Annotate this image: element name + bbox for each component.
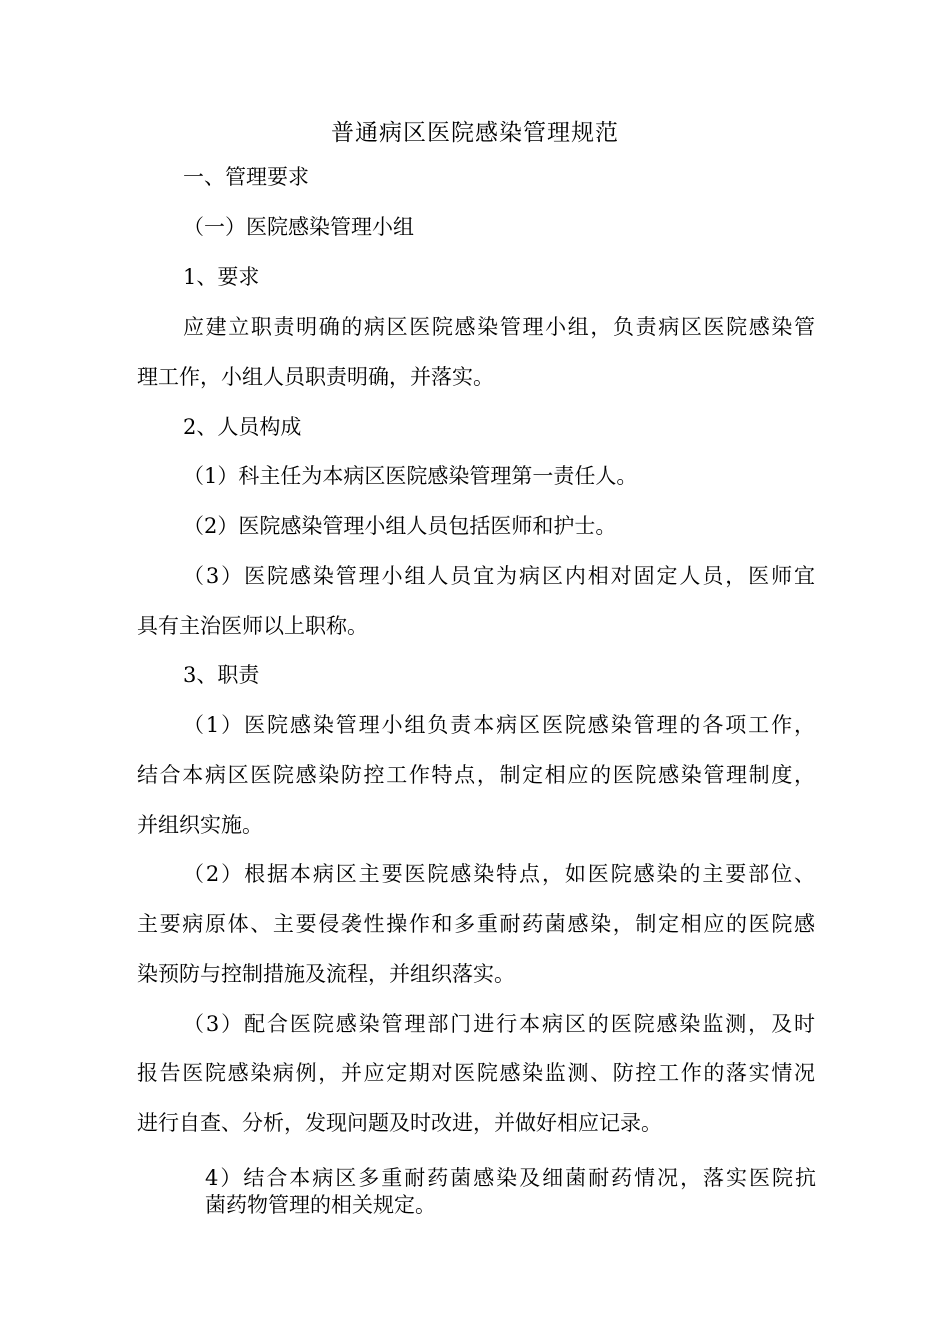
paragraph-line: 结合本病区医院感染防控工作特点，制定相应的医院感染管理制度， <box>137 763 815 787</box>
paragraph-line: （1）科主任为本病区医院感染管理第一责任人。 <box>183 464 638 488</box>
item-heading: 3、职责 <box>183 663 260 687</box>
paragraph-line: 染预防与控制措施及流程，并组织落实。 <box>137 962 515 986</box>
paragraph-line: 应建立职责明确的病区医院感染管理小组，负责病区医院感染管 <box>183 315 815 339</box>
paragraph-line: 并组织实施。 <box>137 813 263 837</box>
paragraph-line: 报告医院感染病例，并应定期对医院感染监测、防控工作的落实情况 <box>137 1061 815 1085</box>
item-heading: 2、人员构成 <box>183 415 302 439</box>
paragraph-line: （2）根据本病区主要医院感染特点，如医院感染的主要部位、 <box>183 862 815 886</box>
subsection-heading: （一）医院感染管理小组 <box>183 215 414 239</box>
document-title: 普通病区医院感染管理规范 <box>331 120 619 146</box>
paragraph-line: 具有主治医师以上职称。 <box>137 614 368 638</box>
item-heading: 1、要求 <box>183 265 260 289</box>
paragraph-line: 进行自查、分析，发现问题及时改进，并做好相应记录。 <box>137 1111 662 1135</box>
paragraph-line: 理工作，小组人员职责明确，并落实。 <box>137 365 494 389</box>
paragraph-line: （3）医院感染管理小组人员宜为病区内相对固定人员，医师宜 <box>183 564 815 588</box>
section-heading: 一、管理要求 <box>183 165 309 189</box>
paragraph-line: （2）医院感染管理小组人员包括医师和护士。 <box>183 514 617 538</box>
paragraph-line: （3）配合医院感染管理部门进行本病区的医院感染监测，及时 <box>183 1012 815 1036</box>
paragraph-line: 菌药物管理的相关规定。 <box>205 1193 436 1217</box>
paragraph-line: 4）结合本病区多重耐药菌感染及细菌耐药情况，落实医院抗 <box>205 1166 816 1190</box>
paragraph-line: （1）医院感染管理小组负责本病区医院感染管理的各项工作， <box>183 713 815 737</box>
paragraph-line: 主要病原体、主要侵袭性操作和多重耐药菌感染，制定相应的医院感 <box>137 912 815 936</box>
